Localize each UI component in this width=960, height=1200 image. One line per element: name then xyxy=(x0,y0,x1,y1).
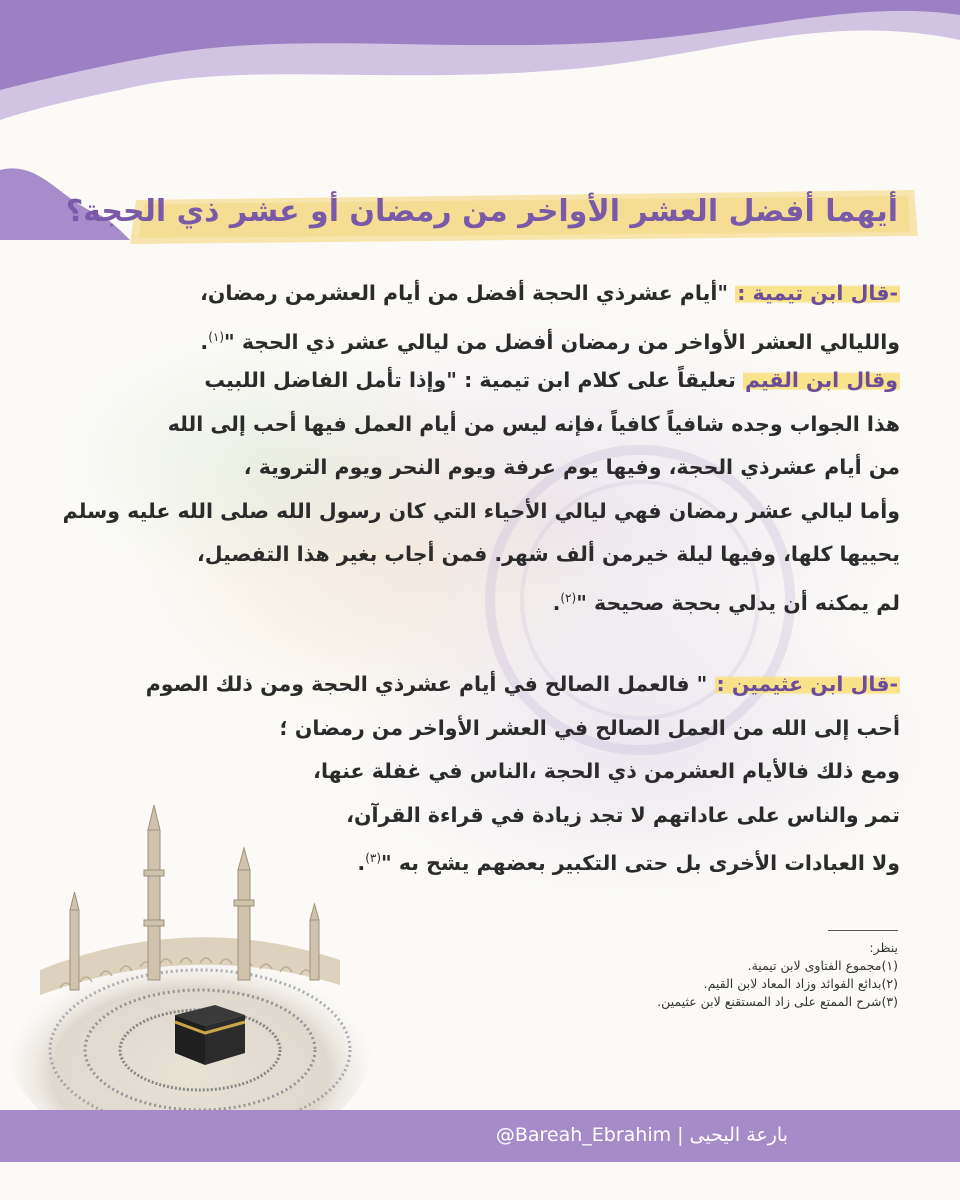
footer-bar xyxy=(0,1110,960,1162)
kaaba-illustration xyxy=(0,760,370,1160)
quote-line: ومع ذلك فالأيام العشرمن ذي الحجة ،الناس في غفلة عنها، xyxy=(313,759,900,783)
references xyxy=(578,930,898,1011)
footnote-marker-2: (٢) xyxy=(560,590,577,605)
quote-line: يحييها كلها، وفيها ليلة خيرمن ألف شهر. فمن أجاب بغير هذا التفصيل، xyxy=(197,542,900,566)
section-ibn-alqayyim-last-line: لم يمكنه أن يدلي بحجة صحيحة "$^{(٢)}$. xyxy=(552,590,900,615)
section-ibn-alqayyim-line-1 xyxy=(60,359,900,403)
quote-text: " فالعمل الصالح في أيام عشرذي الحجة ومن ذلك الصوم xyxy=(145,672,708,696)
quote-text: والليالي العشر الأواخر من رمضان أفضل من ليالي عشر ذي الحجة " xyxy=(224,329,900,354)
kaaba-icon xyxy=(175,1005,245,1065)
references-divider xyxy=(828,930,898,931)
quote-line: هذا الجواب وجده شافياً كافياً ،فإنه ليس من أيام العمل فيها أحب إلى الله xyxy=(167,411,900,436)
speaker-ibn-alqayyim: وقال ابن القيم xyxy=(744,368,898,392)
speaker-ibn-uthaymeen: -قال ابن عثيمين : xyxy=(716,672,898,696)
footer-separator: | xyxy=(677,1124,684,1146)
author-name: بارعة اليحيى xyxy=(689,1124,788,1146)
author-handle[interactable]: @Bareah_Ebrahim xyxy=(495,1124,672,1146)
footnote-marker-1: (١) xyxy=(208,329,225,344)
quote-text: تعليقاً على كلام ابن تيمية : "وإذا تأمل الفاضل اللبيب xyxy=(204,368,736,392)
quote-line: وأما ليالي عشر رمضان فهي ليالي الأحياء التي كان رسول الله صلى الله عليه وسلم xyxy=(62,498,900,523)
section-ibn-taymiyyah-line-1 xyxy=(60,272,900,316)
page-title: أيهما أفضل العشر الأواخر من رمضان أو عشر ذي الحجة؟ xyxy=(65,194,898,229)
quote-text: لم يمكنه أن يدلي بحجة صحيحة " xyxy=(576,590,900,615)
title-banner xyxy=(65,186,920,246)
reference-item: (١)مجموع الفتاوى لابن تيمية. xyxy=(747,958,898,973)
section-ibn-uthaymeen-line-1 xyxy=(60,663,900,707)
footer-credit xyxy=(496,1124,788,1146)
reference-item: (٣)شرح الممتع على زاد المستقنع لابن عثيمين. xyxy=(657,994,898,1009)
quote-line: من أيام عشرذي الحجة، وفيها يوم عرفة ويوم النحر ويوم التروية ، xyxy=(243,455,900,479)
section-ibn-taymiyyah-line-2: والليالي العشر الأواخر من رمضان أفضل من ليالي عشر ذي الحجة "$^{(١)}$. xyxy=(200,329,900,354)
footnote-marker-3: (٣) xyxy=(365,851,382,865)
section-ibn-uthaymeen-last-line: ولا العبادات الأخرى بل حتى التكبير بعضهم يشح به "$^{(٣)}$. xyxy=(357,850,900,875)
references-heading: ينظر: xyxy=(869,940,898,955)
quote-text: "أيام عشرذي الحجة أفضل من أيام العشرمن رمضان، xyxy=(200,281,729,305)
quote-text: ولا العبادات الأخرى بل حتى التكبير بعضهم يشح به " xyxy=(381,850,900,875)
reference-item: (٢)بدائع الفوائد وزاد المعاد لابن القيم. xyxy=(703,976,898,991)
quote-line: تمر والناس على عاداتهم لا تجد زيادة في قراءة القرآن، xyxy=(346,802,900,827)
section-spacer xyxy=(60,620,900,663)
quote-line: أحب إلى الله من العمل الصالح في العشر الأواخر من رمضان ؛ xyxy=(279,715,900,740)
speaker-ibn-taymiyyah: -قال ابن تيمية : xyxy=(737,281,898,305)
